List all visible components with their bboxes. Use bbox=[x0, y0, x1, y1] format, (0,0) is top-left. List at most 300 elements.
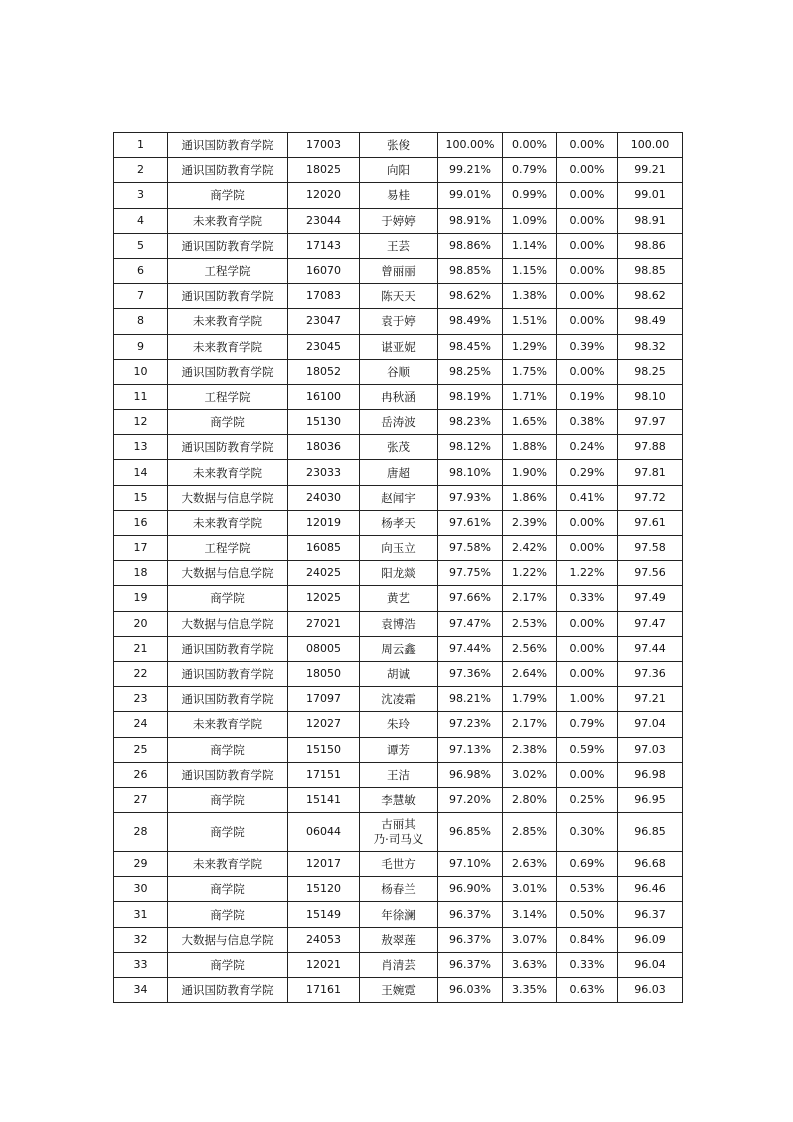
rate-b-cell: 1.38% bbox=[503, 284, 557, 309]
rate-b-cell: 3.02% bbox=[503, 762, 557, 787]
rate-b-cell: 1.09% bbox=[503, 208, 557, 233]
table-row bbox=[114, 902, 683, 927]
rank-cell: 12 bbox=[114, 410, 168, 435]
rate-a-cell: 98.91% bbox=[438, 208, 503, 233]
id-cell: 23047 bbox=[288, 309, 360, 334]
table-row bbox=[114, 536, 683, 561]
rate-b-cell: 1.90% bbox=[503, 460, 557, 485]
table-row bbox=[114, 927, 683, 952]
rank-cell: 23 bbox=[114, 687, 168, 712]
score-cell: 96.37 bbox=[618, 902, 683, 927]
college-cell: 商学院 bbox=[168, 586, 288, 611]
score-cell: 97.36 bbox=[618, 661, 683, 686]
id-cell: 18050 bbox=[288, 661, 360, 686]
college-cell: 未来教育学院 bbox=[168, 852, 288, 877]
name-cell: 毛世方 bbox=[360, 852, 438, 877]
rate-a-cell: 99.21% bbox=[438, 158, 503, 183]
score-cell: 97.58 bbox=[618, 536, 683, 561]
rate-c-cell: 1.22% bbox=[557, 561, 618, 586]
rate-c-cell: 0.33% bbox=[557, 952, 618, 977]
college-cell: 商学院 bbox=[168, 902, 288, 927]
table-row bbox=[114, 133, 683, 158]
rank-cell: 9 bbox=[114, 334, 168, 359]
college-cell: 大数据与信息学院 bbox=[168, 485, 288, 510]
rank-cell: 25 bbox=[114, 737, 168, 762]
rank-cell: 13 bbox=[114, 435, 168, 460]
college-cell: 通识国防教育学院 bbox=[168, 687, 288, 712]
name-cell: 陈天天 bbox=[360, 284, 438, 309]
name-cell: 张俊 bbox=[360, 133, 438, 158]
rank-cell: 17 bbox=[114, 536, 168, 561]
name-cell: 张茂 bbox=[360, 435, 438, 460]
score-cell: 100.00 bbox=[618, 133, 683, 158]
rank-cell: 15 bbox=[114, 485, 168, 510]
id-cell: 15130 bbox=[288, 410, 360, 435]
rate-a-cell: 97.23% bbox=[438, 712, 503, 737]
name-cell: 古丽其 乃·司马义 bbox=[360, 813, 438, 852]
rate-c-cell: 0.00% bbox=[557, 233, 618, 258]
table-row bbox=[114, 787, 683, 812]
score-cell: 96.03 bbox=[618, 978, 683, 1003]
table-row bbox=[114, 737, 683, 762]
table-row bbox=[114, 661, 683, 686]
table-row bbox=[114, 952, 683, 977]
rate-b-cell: 1.75% bbox=[503, 359, 557, 384]
rate-a-cell: 98.49% bbox=[438, 309, 503, 334]
rate-c-cell: 0.39% bbox=[557, 334, 618, 359]
rate-a-cell: 96.37% bbox=[438, 952, 503, 977]
rate-c-cell: 0.53% bbox=[557, 877, 618, 902]
rank-cell: 19 bbox=[114, 586, 168, 611]
rate-a-cell: 98.19% bbox=[438, 384, 503, 409]
name-cell: 谭芳 bbox=[360, 737, 438, 762]
college-cell: 通识国防教育学院 bbox=[168, 233, 288, 258]
college-cell: 通识国防教育学院 bbox=[168, 978, 288, 1003]
score-cell: 97.21 bbox=[618, 687, 683, 712]
rate-b-cell: 2.17% bbox=[503, 712, 557, 737]
score-cell: 97.04 bbox=[618, 712, 683, 737]
rate-c-cell: 0.00% bbox=[557, 208, 618, 233]
rate-c-cell: 0.00% bbox=[557, 762, 618, 787]
college-cell: 工程学院 bbox=[168, 536, 288, 561]
college-cell: 工程学院 bbox=[168, 384, 288, 409]
rate-b-cell: 2.38% bbox=[503, 737, 557, 762]
rank-cell: 27 bbox=[114, 787, 168, 812]
name-cell: 冉秋涵 bbox=[360, 384, 438, 409]
college-cell: 未来教育学院 bbox=[168, 208, 288, 233]
rank-cell: 30 bbox=[114, 877, 168, 902]
rank-cell: 3 bbox=[114, 183, 168, 208]
score-table bbox=[113, 132, 683, 1003]
score-cell: 96.46 bbox=[618, 877, 683, 902]
rate-c-cell: 1.00% bbox=[557, 687, 618, 712]
rate-c-cell: 0.00% bbox=[557, 258, 618, 283]
rate-b-cell: 0.00% bbox=[503, 133, 557, 158]
table-row bbox=[114, 978, 683, 1003]
rate-c-cell: 0.59% bbox=[557, 737, 618, 762]
rank-cell: 5 bbox=[114, 233, 168, 258]
rate-b-cell: 3.01% bbox=[503, 877, 557, 902]
rate-b-cell: 1.14% bbox=[503, 233, 557, 258]
name-cell: 年徐澜 bbox=[360, 902, 438, 927]
score-cell: 96.04 bbox=[618, 952, 683, 977]
rate-a-cell: 98.45% bbox=[438, 334, 503, 359]
id-cell: 12027 bbox=[288, 712, 360, 737]
rate-b-cell: 2.56% bbox=[503, 636, 557, 661]
rate-c-cell: 0.33% bbox=[557, 586, 618, 611]
rate-a-cell: 98.85% bbox=[438, 258, 503, 283]
rate-b-cell: 1.65% bbox=[503, 410, 557, 435]
rank-cell: 2 bbox=[114, 158, 168, 183]
rate-a-cell: 97.47% bbox=[438, 611, 503, 636]
rank-cell: 33 bbox=[114, 952, 168, 977]
name-cell: 曾丽丽 bbox=[360, 258, 438, 283]
rate-a-cell: 97.66% bbox=[438, 586, 503, 611]
rate-b-cell: 2.64% bbox=[503, 661, 557, 686]
rate-b-cell: 3.35% bbox=[503, 978, 557, 1003]
college-cell: 商学院 bbox=[168, 952, 288, 977]
score-cell: 97.81 bbox=[618, 460, 683, 485]
rate-c-cell: 0.00% bbox=[557, 158, 618, 183]
college-cell: 工程学院 bbox=[168, 258, 288, 283]
id-cell: 24053 bbox=[288, 927, 360, 952]
score-cell: 96.95 bbox=[618, 787, 683, 812]
rate-b-cell: 1.71% bbox=[503, 384, 557, 409]
name-cell: 向阳 bbox=[360, 158, 438, 183]
rate-b-cell: 2.42% bbox=[503, 536, 557, 561]
name-cell: 向玉立 bbox=[360, 536, 438, 561]
score-cell: 97.72 bbox=[618, 485, 683, 510]
name-cell: 杨孝天 bbox=[360, 510, 438, 535]
rate-a-cell: 99.01% bbox=[438, 183, 503, 208]
rate-c-cell: 0.00% bbox=[557, 536, 618, 561]
rate-c-cell: 0.00% bbox=[557, 183, 618, 208]
rate-c-cell: 0.00% bbox=[557, 661, 618, 686]
rate-b-cell: 1.29% bbox=[503, 334, 557, 359]
score-cell: 96.85 bbox=[618, 813, 683, 852]
score-cell: 98.86 bbox=[618, 233, 683, 258]
table-row bbox=[114, 712, 683, 737]
name-cell: 杨春兰 bbox=[360, 877, 438, 902]
rate-b-cell: 2.63% bbox=[503, 852, 557, 877]
table-row bbox=[114, 762, 683, 787]
rate-a-cell: 97.10% bbox=[438, 852, 503, 877]
name-cell: 唐超 bbox=[360, 460, 438, 485]
rank-cell: 24 bbox=[114, 712, 168, 737]
id-cell: 23033 bbox=[288, 460, 360, 485]
id-cell: 16085 bbox=[288, 536, 360, 561]
id-cell: 24025 bbox=[288, 561, 360, 586]
rank-cell: 21 bbox=[114, 636, 168, 661]
rate-c-cell: 0.00% bbox=[557, 359, 618, 384]
score-cell: 97.49 bbox=[618, 586, 683, 611]
table-body bbox=[114, 133, 683, 1003]
table-row bbox=[114, 485, 683, 510]
score-cell: 98.49 bbox=[618, 309, 683, 334]
name-cell: 王芸 bbox=[360, 233, 438, 258]
table-row bbox=[114, 877, 683, 902]
score-cell: 98.10 bbox=[618, 384, 683, 409]
table-row bbox=[114, 233, 683, 258]
rate-c-cell: 0.00% bbox=[557, 133, 618, 158]
name-cell: 沈凌霜 bbox=[360, 687, 438, 712]
college-cell: 未来教育学院 bbox=[168, 510, 288, 535]
id-cell: 17161 bbox=[288, 978, 360, 1003]
id-cell: 27021 bbox=[288, 611, 360, 636]
college-cell: 通识国防教育学院 bbox=[168, 435, 288, 460]
name-cell: 袁博浩 bbox=[360, 611, 438, 636]
id-cell: 08005 bbox=[288, 636, 360, 661]
score-cell: 97.61 bbox=[618, 510, 683, 535]
id-cell: 23044 bbox=[288, 208, 360, 233]
rate-c-cell: 0.24% bbox=[557, 435, 618, 460]
rate-c-cell: 0.19% bbox=[557, 384, 618, 409]
rank-cell: 22 bbox=[114, 661, 168, 686]
table-row bbox=[114, 636, 683, 661]
rate-c-cell: 0.41% bbox=[557, 485, 618, 510]
college-cell: 通识国防教育学院 bbox=[168, 133, 288, 158]
table-row bbox=[114, 435, 683, 460]
id-cell: 15149 bbox=[288, 902, 360, 927]
rate-b-cell: 0.99% bbox=[503, 183, 557, 208]
score-cell: 97.03 bbox=[618, 737, 683, 762]
college-cell: 通识国防教育学院 bbox=[168, 158, 288, 183]
id-cell: 16100 bbox=[288, 384, 360, 409]
rank-cell: 31 bbox=[114, 902, 168, 927]
table-row bbox=[114, 410, 683, 435]
table-row bbox=[114, 460, 683, 485]
rank-cell: 16 bbox=[114, 510, 168, 535]
college-cell: 未来教育学院 bbox=[168, 712, 288, 737]
id-cell: 15150 bbox=[288, 737, 360, 762]
id-cell: 18025 bbox=[288, 158, 360, 183]
college-cell: 商学院 bbox=[168, 183, 288, 208]
id-cell: 15141 bbox=[288, 787, 360, 812]
id-cell: 17097 bbox=[288, 687, 360, 712]
score-cell: 97.97 bbox=[618, 410, 683, 435]
rate-b-cell: 3.07% bbox=[503, 927, 557, 952]
table-row bbox=[114, 183, 683, 208]
rank-cell: 10 bbox=[114, 359, 168, 384]
rank-cell: 6 bbox=[114, 258, 168, 283]
name-cell: 谷顺 bbox=[360, 359, 438, 384]
score-cell: 96.09 bbox=[618, 927, 683, 952]
score-cell: 98.62 bbox=[618, 284, 683, 309]
name-cell: 胡诚 bbox=[360, 661, 438, 686]
score-cell: 98.32 bbox=[618, 334, 683, 359]
rate-a-cell: 97.61% bbox=[438, 510, 503, 535]
rate-a-cell: 97.36% bbox=[438, 661, 503, 686]
id-cell: 18036 bbox=[288, 435, 360, 460]
table-row bbox=[114, 852, 683, 877]
rate-a-cell: 96.90% bbox=[438, 877, 503, 902]
college-cell: 未来教育学院 bbox=[168, 334, 288, 359]
rank-cell: 7 bbox=[114, 284, 168, 309]
college-cell: 未来教育学院 bbox=[168, 309, 288, 334]
rate-b-cell: 2.85% bbox=[503, 813, 557, 852]
score-cell: 98.91 bbox=[618, 208, 683, 233]
rate-b-cell: 2.39% bbox=[503, 510, 557, 535]
score-cell: 96.98 bbox=[618, 762, 683, 787]
rate-b-cell: 1.15% bbox=[503, 258, 557, 283]
rank-cell: 14 bbox=[114, 460, 168, 485]
rate-a-cell: 98.10% bbox=[438, 460, 503, 485]
rate-c-cell: 0.00% bbox=[557, 284, 618, 309]
score-cell: 97.44 bbox=[618, 636, 683, 661]
name-cell: 赵闻宇 bbox=[360, 485, 438, 510]
rate-c-cell: 0.63% bbox=[557, 978, 618, 1003]
score-cell: 98.85 bbox=[618, 258, 683, 283]
college-cell: 通识国防教育学院 bbox=[168, 284, 288, 309]
rate-a-cell: 97.75% bbox=[438, 561, 503, 586]
rate-b-cell: 3.14% bbox=[503, 902, 557, 927]
score-cell: 98.25 bbox=[618, 359, 683, 384]
name-cell: 周云鑫 bbox=[360, 636, 438, 661]
rank-cell: 4 bbox=[114, 208, 168, 233]
rate-c-cell: 0.29% bbox=[557, 460, 618, 485]
name-cell: 朱玲 bbox=[360, 712, 438, 737]
rate-a-cell: 100.00% bbox=[438, 133, 503, 158]
rate-c-cell: 0.79% bbox=[557, 712, 618, 737]
college-cell: 通识国防教育学院 bbox=[168, 661, 288, 686]
score-cell: 97.47 bbox=[618, 611, 683, 636]
rate-c-cell: 0.84% bbox=[557, 927, 618, 952]
table-row bbox=[114, 561, 683, 586]
table-row bbox=[114, 158, 683, 183]
rate-c-cell: 0.00% bbox=[557, 510, 618, 535]
rate-b-cell: 2.80% bbox=[503, 787, 557, 812]
rate-c-cell: 0.69% bbox=[557, 852, 618, 877]
rank-cell: 18 bbox=[114, 561, 168, 586]
score-cell: 99.21 bbox=[618, 158, 683, 183]
rate-c-cell: 0.50% bbox=[557, 902, 618, 927]
table-row bbox=[114, 334, 683, 359]
rank-cell: 34 bbox=[114, 978, 168, 1003]
score-cell: 97.88 bbox=[618, 435, 683, 460]
name-cell: 黄艺 bbox=[360, 586, 438, 611]
college-cell: 大数据与信息学院 bbox=[168, 927, 288, 952]
id-cell: 06044 bbox=[288, 813, 360, 852]
college-cell: 商学院 bbox=[168, 877, 288, 902]
table-row bbox=[114, 586, 683, 611]
rate-a-cell: 96.03% bbox=[438, 978, 503, 1003]
table-row bbox=[114, 258, 683, 283]
rate-c-cell: 0.25% bbox=[557, 787, 618, 812]
id-cell: 17083 bbox=[288, 284, 360, 309]
rate-b-cell: 0.79% bbox=[503, 158, 557, 183]
id-cell: 17151 bbox=[288, 762, 360, 787]
rate-b-cell: 1.51% bbox=[503, 309, 557, 334]
rank-cell: 28 bbox=[114, 813, 168, 852]
rate-b-cell: 1.22% bbox=[503, 561, 557, 586]
rate-c-cell: 0.00% bbox=[557, 611, 618, 636]
id-cell: 24030 bbox=[288, 485, 360, 510]
id-cell: 17143 bbox=[288, 233, 360, 258]
rate-a-cell: 96.37% bbox=[438, 902, 503, 927]
rate-a-cell: 97.20% bbox=[438, 787, 503, 812]
name-cell: 阳龙燚 bbox=[360, 561, 438, 586]
college-cell: 商学院 bbox=[168, 410, 288, 435]
id-cell: 12019 bbox=[288, 510, 360, 535]
table-row bbox=[114, 284, 683, 309]
name-cell: 岳涛波 bbox=[360, 410, 438, 435]
rate-a-cell: 98.86% bbox=[438, 233, 503, 258]
rate-a-cell: 98.21% bbox=[438, 687, 503, 712]
id-cell: 12017 bbox=[288, 852, 360, 877]
rank-cell: 8 bbox=[114, 309, 168, 334]
id-cell: 23045 bbox=[288, 334, 360, 359]
rate-b-cell: 1.88% bbox=[503, 435, 557, 460]
table-row bbox=[114, 208, 683, 233]
id-cell: 12025 bbox=[288, 586, 360, 611]
college-cell: 商学院 bbox=[168, 787, 288, 812]
rate-a-cell: 97.44% bbox=[438, 636, 503, 661]
rate-b-cell: 2.53% bbox=[503, 611, 557, 636]
score-cell: 97.56 bbox=[618, 561, 683, 586]
name-cell: 王洁 bbox=[360, 762, 438, 787]
id-cell: 12021 bbox=[288, 952, 360, 977]
name-cell: 袁于婷 bbox=[360, 309, 438, 334]
table-row bbox=[114, 384, 683, 409]
college-cell: 大数据与信息学院 bbox=[168, 561, 288, 586]
rate-a-cell: 97.58% bbox=[438, 536, 503, 561]
rate-a-cell: 96.85% bbox=[438, 813, 503, 852]
rate-a-cell: 97.13% bbox=[438, 737, 503, 762]
name-cell: 于婷婷 bbox=[360, 208, 438, 233]
name-cell: 李慧敏 bbox=[360, 787, 438, 812]
name-cell: 易桂 bbox=[360, 183, 438, 208]
name-cell: 肖清芸 bbox=[360, 952, 438, 977]
name-cell: 敖翠莲 bbox=[360, 927, 438, 952]
rate-a-cell: 96.98% bbox=[438, 762, 503, 787]
rate-b-cell: 2.17% bbox=[503, 586, 557, 611]
id-cell: 16070 bbox=[288, 258, 360, 283]
table-row bbox=[114, 309, 683, 334]
rate-a-cell: 97.93% bbox=[438, 485, 503, 510]
college-cell: 通识国防教育学院 bbox=[168, 762, 288, 787]
rate-c-cell: 0.38% bbox=[557, 410, 618, 435]
id-cell: 15120 bbox=[288, 877, 360, 902]
id-cell: 17003 bbox=[288, 133, 360, 158]
rank-cell: 29 bbox=[114, 852, 168, 877]
college-cell: 商学院 bbox=[168, 737, 288, 762]
rate-a-cell: 98.25% bbox=[438, 359, 503, 384]
table-row bbox=[114, 611, 683, 636]
rank-cell: 11 bbox=[114, 384, 168, 409]
college-cell: 商学院 bbox=[168, 813, 288, 852]
rank-cell: 1 bbox=[114, 133, 168, 158]
rate-a-cell: 98.12% bbox=[438, 435, 503, 460]
score-cell: 96.68 bbox=[618, 852, 683, 877]
name-cell: 王婉霓 bbox=[360, 978, 438, 1003]
college-cell: 大数据与信息学院 bbox=[168, 611, 288, 636]
rate-b-cell: 1.79% bbox=[503, 687, 557, 712]
rate-a-cell: 98.62% bbox=[438, 284, 503, 309]
college-cell: 通识国防教育学院 bbox=[168, 636, 288, 661]
rank-cell: 26 bbox=[114, 762, 168, 787]
rank-cell: 32 bbox=[114, 927, 168, 952]
rank-cell: 20 bbox=[114, 611, 168, 636]
college-cell: 未来教育学院 bbox=[168, 460, 288, 485]
id-cell: 18052 bbox=[288, 359, 360, 384]
table-row bbox=[114, 359, 683, 384]
table-row bbox=[114, 510, 683, 535]
rate-b-cell: 3.63% bbox=[503, 952, 557, 977]
rate-c-cell: 0.30% bbox=[557, 813, 618, 852]
table-row bbox=[114, 687, 683, 712]
rate-c-cell: 0.00% bbox=[557, 309, 618, 334]
table-row bbox=[114, 813, 683, 852]
